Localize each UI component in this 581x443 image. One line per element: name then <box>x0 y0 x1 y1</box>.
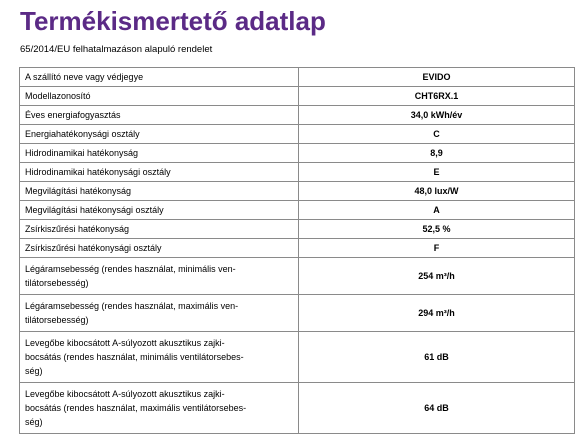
row-value-airflow-max: 294 m³/h <box>299 295 575 332</box>
row-label-grease-class: Zsírkiszűrési hatékonysági osztály <box>20 239 299 258</box>
table-row <box>20 125 575 144</box>
row-label-lighting-class: Megvilágítási hatékonysági osztály <box>20 201 299 220</box>
row-value-noise-min: 61 dB <box>299 332 575 383</box>
row-label-fluid-efficiency: Hidrodinamikai hatékonyság <box>20 144 299 163</box>
row-label-airflow-min <box>20 258 299 295</box>
page-title: Termékismertető adatlap <box>20 6 326 36</box>
row-value-grease-class: F <box>299 239 575 258</box>
row-label-model: Modellazonosító <box>20 87 299 106</box>
row-label-airflow-max <box>20 295 299 332</box>
row-value-supplier: EVIDO <box>299 68 575 87</box>
table-row <box>20 144 575 163</box>
row-label-noise-max <box>20 383 299 434</box>
row-value-fluid-efficiency: 8,9 <box>299 144 575 163</box>
row-value-airflow-min: 254 m³/h <box>299 258 575 295</box>
table-row <box>20 295 575 332</box>
row-label-supplier: A szállító neve vagy védjegye <box>20 68 299 87</box>
table-row <box>20 220 575 239</box>
row-label-grease-efficiency: Zsírkiszűrési hatékonyság <box>20 220 299 239</box>
row-value-lighting-efficiency: 48,0 lux/W <box>299 182 575 201</box>
table-row <box>20 239 575 258</box>
row-value-energy-class: C <box>299 125 575 144</box>
product-data-table <box>19 67 575 434</box>
table-row <box>20 201 575 220</box>
table-row <box>20 332 575 383</box>
row-value-lighting-class: A <box>299 201 575 220</box>
row-label-airflow-min-text: Légáramsebesség (rendes használat, minimális ven- tilátorsebesség) <box>25 264 236 288</box>
table-row <box>20 106 575 125</box>
row-label-airflow-max-text: Légáramsebesség (rendes használat, maximális ven- tilátorsebesség) <box>25 301 239 325</box>
row-value-grease-efficiency: 52,5 % <box>299 220 575 239</box>
row-label-lighting-efficiency: Megvilágítási hatékonyság <box>20 182 299 201</box>
row-label-annual-energy: Éves energiafogyasztás <box>20 106 299 125</box>
table-row <box>20 68 575 87</box>
table-row <box>20 87 575 106</box>
row-value-fluid-class: E <box>299 163 575 182</box>
row-value-noise-max: 64 dB <box>299 383 575 434</box>
table-row <box>20 258 575 295</box>
table-row <box>20 182 575 201</box>
row-label-noise-min-text: Levegőbe kibocsátott A-súlyozott akusztikus zajki- bocsátás (rendes használat, minimális ventilátorsebes- ség) <box>25 338 244 376</box>
row-label-energy-class: Energiahatékonysági osztály <box>20 125 299 144</box>
row-value-annual-energy: 34,0 kWh/év <box>299 106 575 125</box>
table-row <box>20 163 575 182</box>
regulation-subtitle: 65/2014/EU felhatalmazáson alapuló rendelet <box>20 44 213 55</box>
row-value-model: CHT6RX.1 <box>299 87 575 106</box>
row-label-noise-max-text: Levegőbe kibocsátott A-súlyozott akusztikus zajki- bocsátás (rendes használat, maximális ventilátorsebes- ség) <box>25 389 247 427</box>
row-label-fluid-class: Hidrodinamikai hatékonysági osztály <box>20 163 299 182</box>
row-label-noise-min <box>20 332 299 383</box>
table-row <box>20 383 575 434</box>
